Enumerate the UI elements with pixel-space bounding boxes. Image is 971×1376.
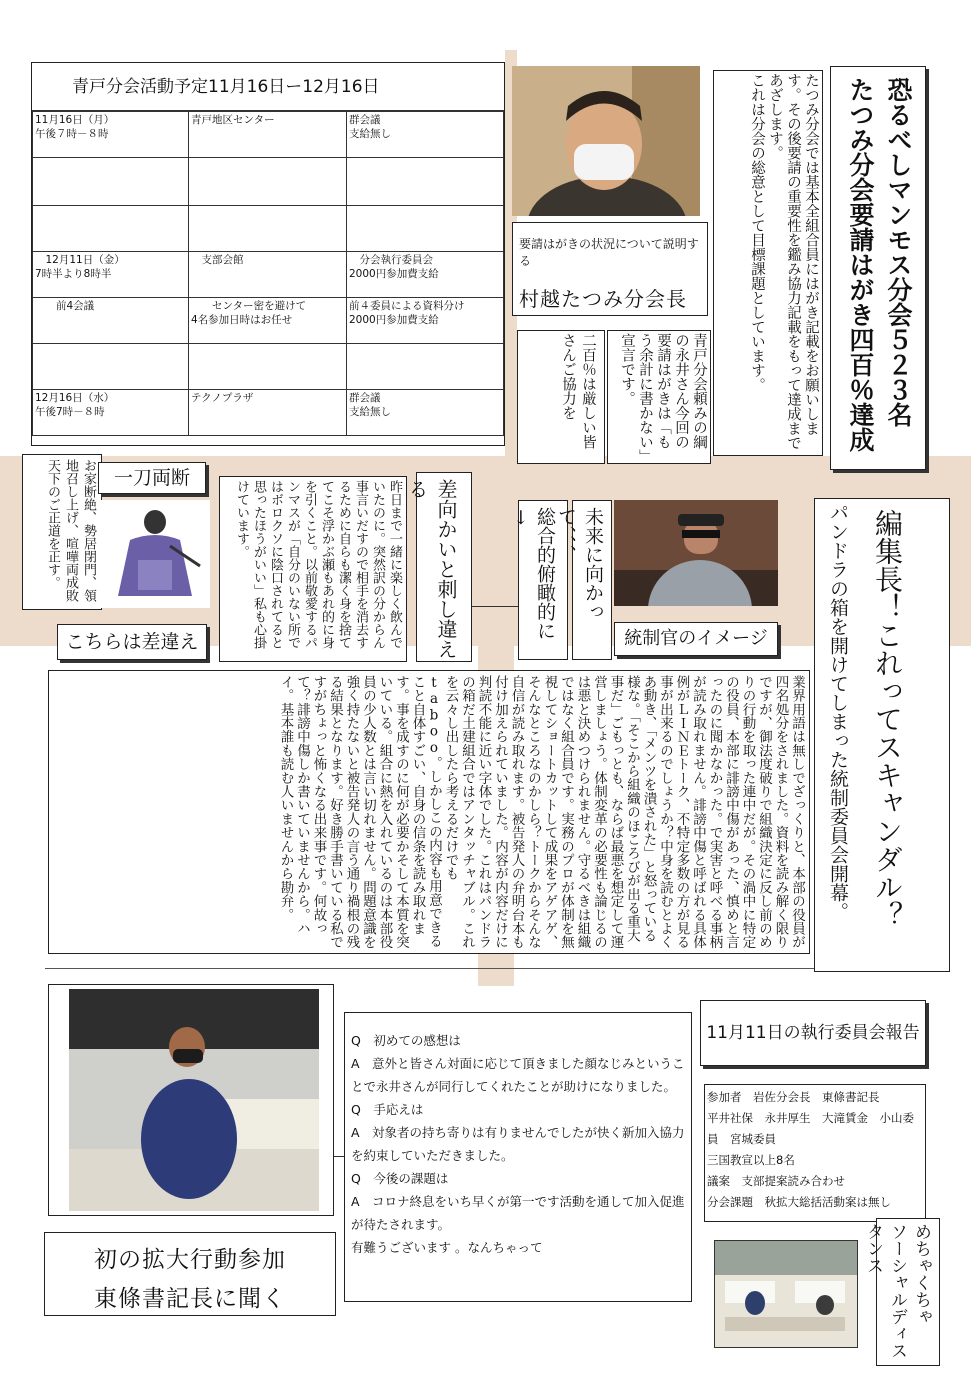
interview-line: A 対象者の持ち寄りは有りませんでしたが快く新加入協力を約束していただきました。 <box>351 1125 685 1163</box>
ittou-body: 昨日まで一緒に楽しく飲んでいたのに。突然訳の分からん事言いだすので相手を消去するために自らも潔く身を捨ててこそ浮かぶ瀬もあれ的に身を引くこと。以前敬愛するパンマスが「自分のいない所ではボロクソに陰口されてると思ったほうがいい」私も心掛けています。 <box>234 480 402 649</box>
meeting-caption-box <box>863 1218 940 1366</box>
schedule-cell: 支部会館 <box>189 252 347 298</box>
schedule-cell <box>33 344 189 390</box>
caption-small: 要請はがきの状況について説明する <box>519 237 699 268</box>
ittou-title-box <box>98 462 206 494</box>
meeting-photo <box>714 1240 858 1348</box>
schedule-row <box>33 252 504 298</box>
ittou-side-text: お家断絶、勢居閉門、領地召し上げ、喧嘩両成敗 天下のご正道を正す。 <box>45 459 96 602</box>
schedule-row <box>33 112 504 158</box>
top-story-body-2 <box>607 330 711 464</box>
schedule-cell: 青戸地区センター <box>189 112 347 158</box>
label-clash-box <box>405 472 472 662</box>
headline-2: たつみ分会要請はがき四百％達成 <box>846 77 875 452</box>
chairman-photo <box>512 66 700 216</box>
schedule-title: 青戸分会活動予定11月16日ー12月16日 <box>32 63 504 111</box>
samurai-illustration <box>100 500 210 608</box>
ittou-caption-box <box>57 624 207 660</box>
schedule-box <box>31 62 505 446</box>
interview-photo <box>69 989 319 1211</box>
ittou-side-box <box>22 454 102 610</box>
schedule-cell: 12月16日（水） 午後7時－８時 <box>33 390 189 436</box>
interview-title-1: 初の拡大行動参加 <box>94 1247 286 1273</box>
editor-headline-box <box>814 498 950 972</box>
meeting-caption: めちゃくちゃ ソーシャルディスタンス <box>863 1223 931 1359</box>
schedule-cell: 前4会議 <box>33 298 189 344</box>
interview-title-box <box>44 1232 336 1316</box>
inspector-caption-box <box>614 622 778 656</box>
caption-name: 村越たつみ分会長 <box>519 287 687 311</box>
schedule-row <box>33 206 504 252</box>
ittou-body-box <box>219 476 407 662</box>
editor-subheadline: パンドラの箱を開けてしまった統制委員会開幕。 <box>827 503 849 921</box>
editor-headline: 編集長！これってスキャンダル？ <box>871 509 904 929</box>
report-line: 三国教宣以上8名 <box>707 1153 795 1167</box>
report-line: 参加者 岩佐分会長 東條書記長 <box>707 1090 880 1104</box>
top-story-body-3 <box>517 330 605 464</box>
interview-photo-frame <box>48 984 334 1216</box>
schedule-row <box>33 390 504 436</box>
ittou-title: 一刀両断 <box>113 467 190 489</box>
top-story-text-2: 青戸分会頼みの綱の永井さん今回の要請はがきは「もう余計に書かない」宣言です。 <box>619 333 707 457</box>
interview-line: A コロナ終息をいち早くが第一です活動を通して加入促進が待たされます。 <box>351 1194 685 1232</box>
interview-line: Q 今後の課題は <box>351 1171 449 1186</box>
interview-line: Q 初めての感想は <box>351 1033 461 1048</box>
schedule-table <box>32 111 504 436</box>
schedule-cell <box>189 158 347 206</box>
schedule-row <box>33 344 504 390</box>
interview-line: A 意外と皆さん対面に応じて頂きました顔なじみということで永井さんが同行してくれたことが助けになりました。 <box>351 1056 685 1094</box>
report-box <box>704 1084 926 1222</box>
schedule-cell <box>33 206 189 252</box>
schedule-row <box>33 298 504 344</box>
headline-1: 恐るべしマンモス分会５２３名 <box>884 77 913 427</box>
connector-line-2 <box>334 1156 344 1157</box>
top-story-text-3: 二百％は厳しい皆さんご協力を <box>560 333 596 449</box>
label-clash: 差向かいと刺し違える <box>405 479 458 659</box>
inspector-caption: 統制官のイメージ <box>624 628 768 649</box>
top-story-text-1: たつみ分会では基本全組合員にはがき記載をお願いします。その後要請の重要性を鑑み協力記載をもって達成まであざします。 これは分会の総意として目標課題としています。 <box>749 73 819 450</box>
schedule-cell: 前４委員による資料分け 2000円参加費支給 <box>347 298 504 344</box>
schedule-cell <box>189 344 347 390</box>
schedule-cell <box>189 206 347 252</box>
report-line: 分会課題 秋拡大総括活動案は無し <box>707 1195 891 1209</box>
schedule-cell: 12月11日（金） 7時半より8時半 <box>33 252 189 298</box>
schedule-cell: センター密を避けて 4名参加日時はお任せ <box>189 298 347 344</box>
schedule-cell: テクノプラザ <box>189 390 347 436</box>
report-title-box <box>700 1000 926 1066</box>
headline-box <box>830 66 926 470</box>
top-story-body-1 <box>713 70 823 456</box>
editor-body: 業界用語は無しでざっくりと、本部の役員が四名処分をされました。資料を読み解く限りですが、御法度破りで組織決定に反し前のめりの行動を取った連中だが。その渦中に特定の役員、本部に誹謗中傷があった、慎めと言ったのに聞かなかった。で実害と呼べる事柄が読み取れません。誹謗中傷と呼ばれる具体例がＬＩＮＥトーク、不特定多数の方が見る事が出来るのでしょうか？中身を読むとよくあ動き、「メンツを潰された」と怒っている様な。「そこから組織のほころびが出る重大事だ」ごもっとも、ならば最悪を想定して運営しましょう。体制変革の必要性も論じるのは悪と決めつけられません。守るべきは組織ではなく組合員です。実務のプロが体制を無視してショートカットして成果をアゲアゲ、そんなところなのかしら？トークからそんな自信が読み取れます。被告発人の弁明台本も付け加えられていました。内容が内容だけに判読不能に近い字体でした。これはパンドラの箱だ土建組合ではアンタッチャブル。これを云々し出したら考えるだけでもtaboo。しかしこの内容も用意できること自体すごい、自身の信条を読み取れます。事を成すのに何が必要かそして本質を突いている。組合に熱を入れているのは本部役員の少人数とは言い切れません。問題意識を強く持たないと被告発人の言う通り禍根の残る結果となります。好き勝手書いている私ですがちょっと怖くなる出来事です。何故って？誹謗中傷しか書いていませんから。ハイ。基本誰も読む人いませんから勘弁。 <box>277 675 805 949</box>
label-future-box <box>555 500 612 660</box>
report-line: 議案 支部提案読み合わせ <box>707 1174 845 1188</box>
interview-box <box>344 1012 692 1302</box>
divider-line <box>45 968 915 969</box>
label-future: 未来に向かって、、、 <box>555 507 604 621</box>
schedule-cell <box>347 206 504 252</box>
interview-title-2: 東條書記長に聞く <box>94 1286 286 1312</box>
schedule-cell: 群会議 支給無し <box>347 112 504 158</box>
schedule-cell: 11月16日（月） 午後７時－８時 <box>33 112 189 158</box>
schedule-row <box>33 158 504 206</box>
report-title: 11月11日の執行委員会報告 <box>706 1023 920 1043</box>
inspector-image <box>614 500 778 606</box>
report-line: 平井社保 永井厚生 大滝賃金 小山委員 宮城委員 <box>707 1111 914 1146</box>
report-text <box>707 1087 923 1213</box>
schedule-cell: 分会執行委員会 2000円参加費支給 <box>347 252 504 298</box>
interview-line: Q 手応えは <box>351 1102 424 1117</box>
interview-line: 有難うございます 。なんちゃって <box>351 1240 543 1255</box>
editor-body-box <box>48 670 810 954</box>
interview-text <box>351 1029 687 1259</box>
schedule-cell <box>347 158 504 206</box>
schedule-cell <box>33 158 189 206</box>
ittou-caption: こちらは差違え <box>65 631 199 653</box>
label-overview: 総合的俯瞰的に↓ <box>510 507 556 640</box>
photo-caption-box <box>512 222 708 316</box>
schedule-cell: 群会議 支給無し <box>347 390 504 436</box>
schedule-cell <box>347 344 504 390</box>
